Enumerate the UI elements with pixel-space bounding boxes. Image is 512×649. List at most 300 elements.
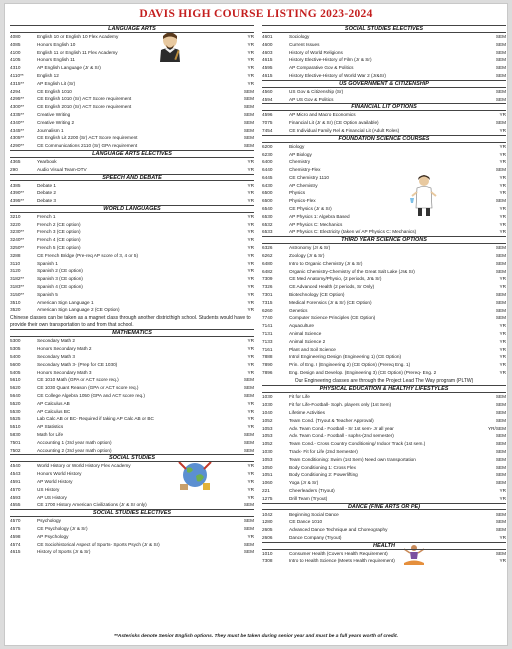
- course-length: YR: [247, 533, 254, 539]
- course-row: [10, 361, 254, 369]
- course-name: Body Conditioning 2: Powerlifting: [289, 472, 358, 478]
- course-row: [10, 376, 254, 384]
- course-length: SEM: [243, 518, 254, 524]
- course-name: AP Physics C: Mechanics: [289, 221, 343, 227]
- course-row: [262, 314, 506, 322]
- course-name: US History: [37, 486, 60, 492]
- course-code: 7315: [262, 299, 273, 305]
- course-length: SEM: [495, 72, 506, 78]
- course-code: 6230: [262, 151, 273, 157]
- course-row: [10, 127, 254, 135]
- page-title: DAVIS HIGH COURSE LISTING 2023-2024: [139, 8, 373, 20]
- course-code: 4591: [10, 478, 21, 484]
- course-name: AP Chemistry: [289, 182, 318, 188]
- course-row: [262, 393, 506, 401]
- course-length: SEM: [495, 167, 506, 173]
- course-listing-page: [4, 3, 508, 646]
- course-name: Intro to Organic Chemistry (Jr & Sr): [289, 260, 363, 266]
- course-name: US Gov & Citizenship (Sr): [289, 88, 344, 94]
- footnote: **Asterisks denote Senior English options. They must be taken during senior year and must be a full years worth of credit.: [114, 634, 398, 639]
- course-name: Dance Company (Tryout): [289, 534, 342, 540]
- course-code: 3520: [10, 307, 21, 313]
- course-code: 3230**: [10, 229, 25, 235]
- course-name: Physics: [289, 190, 306, 196]
- course-length: YR: [247, 354, 254, 359]
- course-code: 7454: [262, 127, 273, 133]
- course-row: [262, 417, 506, 425]
- course-length: YR: [499, 182, 506, 188]
- course-name: CE French Bridge (Pre-req AP score of 3, 4 or 5): [37, 252, 138, 258]
- course-name: Astronomy (Jr & Sr): [289, 245, 331, 251]
- course-length: SEM: [495, 65, 506, 71]
- section-header: SOCIAL STUDIES ELECTIVES: [10, 509, 254, 517]
- course-code: 3150**: [10, 291, 25, 297]
- course-row: [10, 400, 254, 408]
- course-length: YR: [499, 323, 506, 329]
- course-length: YR: [247, 190, 254, 196]
- course-name: Accounting 2 (3rd year math option): [37, 447, 112, 453]
- course-length: SEM: [495, 41, 506, 47]
- course-name: American Sign Language 1: [37, 299, 94, 305]
- course-name: Medical Forensics (Jr & Sr) (CE Option): [289, 299, 372, 305]
- course-row: [262, 291, 506, 299]
- course-name: Track- Fit for Life (2nd Semester): [289, 448, 358, 454]
- section-header: WORLD LANGUAGES: [10, 205, 254, 213]
- course-code: 7888: [262, 354, 273, 360]
- course-length: SEM: [243, 143, 254, 149]
- course-name: Adv. Team Cond.- Football - sophs-(2nd semester): [289, 433, 394, 439]
- section-language-arts: [10, 25, 254, 150]
- course-name: Secondary Math 3- (Prep for CE 1030): [37, 361, 118, 367]
- course-name: Honors World History: [37, 471, 82, 477]
- course-row: [262, 143, 506, 151]
- course-row: [10, 64, 254, 72]
- course-length: SEM: [495, 472, 506, 478]
- course-name: Spanish 3 (CE option): [37, 276, 83, 282]
- course-row: [262, 268, 506, 276]
- course-row: [10, 423, 254, 431]
- course-row: [262, 432, 506, 440]
- course-code: 5405: [10, 369, 21, 375]
- course-row: [10, 166, 254, 174]
- course-row: [262, 72, 506, 80]
- course-length: SEM: [495, 292, 506, 298]
- course-name: Advanced Dance Technique and Choreography: [289, 527, 388, 533]
- section-speech-and-debate: [10, 174, 254, 205]
- course-length: YR: [247, 221, 254, 227]
- section-dance-fine-arts-or-pe: [262, 503, 506, 542]
- course-row: [10, 49, 254, 57]
- course-name: CE English 2010 (Sr) ACT Score requirement: [37, 104, 132, 110]
- course-row: [262, 244, 506, 252]
- course-row: [10, 291, 254, 299]
- course-name: Honors Secondary Math 3: [37, 369, 92, 375]
- course-code: 6260: [262, 307, 273, 313]
- course-row: [10, 548, 254, 556]
- section-header: SOCIAL STUDIES: [10, 454, 254, 462]
- course-name: Introl Engineering Design (Engineering 1) (CE Option): [289, 354, 402, 360]
- course-length: SEM: [495, 315, 506, 321]
- course-row: [262, 174, 506, 182]
- course-row: [262, 550, 506, 558]
- course-code: 5525: [10, 416, 21, 422]
- course-length: YR: [247, 158, 254, 164]
- course-code: 7502: [10, 447, 21, 453]
- course-length: YR: [499, 229, 506, 235]
- course-row: [10, 517, 254, 525]
- course-name: History Elective-History of Film (Jr & Sr): [289, 57, 372, 63]
- course-name: Eng. Design and Develop. (Engineering 3) (CE Option) (Prereq- Eng. 2: [289, 370, 437, 375]
- course-length: YR: [247, 41, 254, 47]
- course-row: [262, 41, 506, 49]
- course-length: SEM: [243, 447, 254, 453]
- course-length: SEM: [495, 402, 506, 408]
- course-row: [262, 49, 506, 57]
- course-row: [10, 142, 254, 150]
- course-length: SEM: [495, 120, 506, 126]
- course-name: AP Physics C: Electricity (taken w/ AP Physics C: Mechanics): [289, 229, 417, 235]
- course-length: SEM: [243, 377, 254, 383]
- course-row: [10, 369, 254, 377]
- course-length: SEM: [495, 527, 506, 533]
- course-row: [262, 205, 506, 213]
- course-row: [10, 408, 254, 416]
- course-name: Lab Calc AB or BC- Required if taking AP Calc AB or BC: [37, 416, 154, 422]
- course-code: 1052: [262, 441, 273, 447]
- course-name: History Elective-History of World War 2 (Jr&Sr): [289, 72, 386, 78]
- course-name: Animal Science 2: [289, 338, 326, 344]
- course-code: 4540: [10, 463, 21, 469]
- course-length: YR: [247, 400, 254, 406]
- course-row: [262, 189, 506, 197]
- course-name: Secondary Math 3: [37, 354, 76, 359]
- course-length: YR: [247, 65, 254, 71]
- course-row: [10, 252, 254, 260]
- course-name: Debate 3: [37, 198, 57, 204]
- course-name: Lifetime Activities: [289, 409, 325, 415]
- section-header: FOUNDATION SCIENCE COURSES: [262, 135, 506, 143]
- course-length: YR: [499, 354, 506, 360]
- course-name: French 4 (CE option): [37, 237, 81, 243]
- course-name: Chemistry-Flex: [289, 167, 321, 173]
- course-row: [10, 470, 254, 478]
- course-length: YR: [499, 276, 506, 282]
- course-row: [262, 353, 506, 361]
- course-row: [10, 447, 254, 455]
- course-code: 3240**: [10, 237, 25, 243]
- course-length: YR: [499, 159, 506, 165]
- course-length: YR: [247, 291, 254, 297]
- course-code: 221: [262, 487, 270, 493]
- course-name: Prin. of Eng. I (Engineering 2) (CE Option) (Prereq Eng. 1): [289, 362, 411, 368]
- course-length: SEM: [243, 119, 254, 125]
- course-length: YR: [247, 72, 254, 78]
- course-length: SEM: [243, 502, 254, 508]
- course-row: [10, 501, 254, 509]
- course-row: [262, 518, 506, 526]
- course-name: Fit for Life-Football- Soph. players only (1st Sem): [289, 402, 392, 408]
- course-code: 4315**: [10, 80, 25, 86]
- course-length: YR: [499, 112, 506, 118]
- course-name: CE Dance 1010: [289, 519, 323, 525]
- course-length: SEM: [495, 441, 506, 447]
- course-length: YR: [247, 268, 254, 274]
- course-code: 4603: [262, 49, 273, 55]
- course-row: [10, 213, 254, 221]
- course-name: French 5 (CE option): [37, 245, 81, 251]
- course-length: YR: [499, 127, 506, 133]
- course-code: 4575: [10, 525, 21, 531]
- course-length: YR: [247, 299, 254, 305]
- course-code: 6445: [262, 174, 273, 180]
- course-row: [262, 260, 506, 268]
- left-column: [10, 25, 254, 556]
- course-code: 3288: [10, 252, 21, 258]
- course-code: 4598: [10, 533, 21, 539]
- section-health: [262, 542, 506, 566]
- course-code: 6500: [262, 190, 273, 196]
- course-code: 4593: [10, 494, 21, 500]
- course-length: SEM: [495, 33, 506, 39]
- course-row: [10, 431, 254, 439]
- course-code: 4615: [10, 549, 21, 555]
- course-length: YR: [499, 213, 506, 219]
- course-code: 1053: [262, 425, 273, 431]
- course-name: Genetics: [289, 307, 308, 313]
- course-length: YR: [499, 558, 506, 564]
- course-name: CE Sociohistorical Aspect of Sports- Sports Psych (Jr & Sr): [37, 541, 160, 547]
- course-code: 5300: [10, 338, 21, 344]
- course-code: 5305: [10, 346, 21, 352]
- course-length: YR: [247, 408, 254, 414]
- course-name: Honors English 11: [37, 57, 75, 63]
- course-name: Debate 1: [37, 182, 57, 188]
- course-row: [10, 158, 254, 166]
- course-code: 5830: [10, 431, 21, 437]
- course-length: SEM: [495, 394, 506, 400]
- course-name: CE Psychology (Jr & Sr): [37, 525, 88, 531]
- course-row: [262, 479, 506, 487]
- course-code: 2605: [262, 527, 273, 533]
- course-length: SEM: [495, 245, 506, 251]
- course-length: SEM: [495, 307, 506, 313]
- course-name: Intro to Health Science (Meets Health requirement): [289, 558, 395, 564]
- course-row: [10, 221, 254, 229]
- course-name: CE Communications 2110 (Sr) GPA requirement: [37, 143, 138, 149]
- course-row: [10, 525, 254, 533]
- section-us-government-citizenship: [262, 80, 506, 104]
- course-row: [262, 64, 506, 72]
- course-code: 6532: [262, 221, 273, 227]
- course-code: 4385: [10, 182, 21, 188]
- course-row: [10, 415, 254, 423]
- course-length: SEM: [495, 268, 506, 274]
- course-code: 4080: [10, 33, 21, 39]
- course-row: [262, 213, 506, 221]
- course-code: 6500: [262, 198, 273, 204]
- course-name: Body Conditioning 1: Cross Flex: [289, 464, 356, 470]
- course-code: 6200: [262, 143, 273, 149]
- course-code: 4294: [10, 88, 21, 94]
- course-row: [262, 197, 506, 205]
- course-name: Honors English 10: [37, 41, 76, 47]
- course-length: SEM: [243, 127, 254, 133]
- course-length: YR: [499, 221, 506, 227]
- section-header: FINANCIAL LIT OPTIONS: [262, 103, 506, 111]
- course-row: [10, 236, 254, 244]
- course-name: Creative Writing: [37, 111, 71, 117]
- course-length: SEM: [495, 260, 506, 266]
- course-code: 1030: [262, 448, 273, 454]
- course-row: [262, 456, 506, 464]
- course-name: French 3 (CE option): [37, 229, 81, 235]
- course-length: YR: [499, 331, 506, 337]
- course-name: Aquaculture: [289, 323, 315, 329]
- course-code: 4100: [10, 49, 21, 55]
- section-header: DANCE (FINE ARTS OR PE): [262, 503, 506, 511]
- course-length: SEM: [495, 417, 506, 423]
- course-name: Animal Science: [289, 331, 322, 337]
- course-code: 1060: [262, 480, 273, 486]
- course-length: SEM: [243, 439, 254, 445]
- course-row: [10, 478, 254, 486]
- course-row: [262, 464, 506, 472]
- course-length: SEM: [495, 519, 506, 525]
- course-length: YR: [247, 463, 254, 469]
- course-row: [10, 56, 254, 64]
- course-name: Fit for Life: [289, 394, 310, 400]
- course-length: SEM: [243, 96, 254, 102]
- course-length: YR: [499, 174, 506, 180]
- course-length: SEM: [495, 253, 506, 259]
- course-length: YR: [247, 57, 254, 63]
- course-row: [262, 440, 506, 448]
- course-length: YR: [247, 276, 254, 282]
- course-code: 4615: [262, 57, 273, 63]
- course-length: YR: [247, 346, 254, 352]
- course-row: [10, 103, 254, 111]
- section-world-languages: [10, 205, 254, 330]
- course-row: [10, 260, 254, 268]
- course-code: 4560: [262, 88, 273, 94]
- course-length: YR: [247, 198, 254, 204]
- course-code: 4390**: [10, 190, 25, 196]
- section-physical-education-healthy-lifestyles: [262, 385, 506, 502]
- course-code: 4596: [262, 112, 273, 118]
- course-code: 4295**: [10, 96, 25, 102]
- course-name: English 10 or English 10 Flex Academy: [37, 33, 119, 39]
- course-name: Accounting 1 (3rd year math option): [37, 439, 112, 445]
- course-code: 1053: [262, 456, 273, 462]
- course-name: American Sign Language 2 (CE Option): [37, 307, 120, 313]
- section-note: Our Engineering classes are through the Project Lead The Way program (PLTW): [294, 377, 474, 384]
- course-row: [10, 267, 254, 275]
- course-name: CE English 1010 (Sr) ACT Score requirement: [37, 96, 132, 102]
- course-code: 5610: [10, 377, 21, 383]
- course-length: SEM: [243, 431, 254, 437]
- course-code: 4105: [10, 57, 21, 63]
- course-length: YR: [247, 471, 254, 477]
- course-length: YR: [247, 369, 254, 375]
- course-code: 4615: [262, 72, 273, 78]
- section-header: SPEECH AND DEBATE: [10, 174, 254, 182]
- course-code: 4290**: [10, 143, 25, 149]
- course-length: SEM: [495, 96, 506, 102]
- course-length: SEM: [243, 88, 254, 94]
- course-code: 4345**: [10, 127, 25, 133]
- course-row: [262, 275, 506, 283]
- course-code: 7141: [262, 323, 273, 329]
- course-length: SEM: [495, 550, 506, 556]
- course-length: YR: [499, 346, 506, 352]
- course-length: SEM: [243, 385, 254, 391]
- course-name: CE English Lit 2200 (Sr) ACT Score requirement: [37, 135, 138, 141]
- course-row: [10, 119, 254, 127]
- course-name: CE Individual Family Rel & Financial Lit (Adult Roles): [289, 127, 400, 133]
- course-row: [262, 495, 506, 503]
- course-name: English 12: [37, 72, 59, 78]
- course-code: 1050: [262, 464, 273, 470]
- course-name: Spanish 2 (CE option): [37, 268, 83, 274]
- course-name: CE College Algebra 1050 (GPA and ACT score req.): [37, 392, 145, 398]
- course-row: [10, 95, 254, 103]
- section-social-studies-electives: [262, 25, 506, 80]
- course-name: Journalism 1: [37, 127, 64, 133]
- course-name: Math for Life: [37, 431, 64, 437]
- course-length: SEM: [495, 448, 506, 454]
- course-row: [10, 72, 254, 80]
- course-row: [10, 345, 254, 353]
- course-code: 5530: [10, 408, 21, 414]
- course-code: 6262: [262, 253, 273, 259]
- course-length: YR: [247, 80, 254, 86]
- course-name: Computer Science Principles (CE Option): [289, 315, 376, 321]
- course-name: History of Sports (Jr & Sr): [37, 549, 91, 555]
- course-row: [10, 392, 254, 400]
- course-name: CE Chemistry 1110: [289, 174, 329, 180]
- section-mathematics: [10, 329, 254, 454]
- course-name: Drill Team (Tryout): [289, 495, 328, 501]
- course-code: 1051: [262, 472, 273, 478]
- course-code: 1053: [262, 433, 273, 439]
- course-length: YR: [247, 478, 254, 484]
- course-name: French 1: [37, 213, 56, 219]
- course-length: YR: [499, 534, 506, 540]
- course-code: 3220: [10, 221, 21, 227]
- course-length: YR: [247, 307, 254, 313]
- section-note: Chinese classes can be taken as a magnet class through another districthigh school. Students would have to provide their own transportation to and from that school.: [10, 315, 251, 328]
- section-header: PHYSICAL EDUCATION & HEALTHY LIFESTYLES: [262, 385, 506, 393]
- course-code: 1040: [262, 409, 273, 415]
- course-length: YR: [247, 284, 254, 290]
- course-code: 290: [10, 166, 18, 172]
- section-language-arts-electives: [10, 150, 254, 174]
- course-code: 4110**: [10, 72, 24, 78]
- course-length: YR: [247, 245, 254, 251]
- course-row: [262, 283, 506, 291]
- course-code: 4574: [10, 541, 21, 547]
- course-name: Secondary Math 2: [37, 338, 76, 344]
- section-foundation-science-courses: [262, 135, 506, 237]
- course-name: AP Calculus AB: [37, 400, 70, 406]
- course-code: 5510: [10, 424, 21, 430]
- course-code: 3110: [10, 260, 21, 266]
- course-row: [10, 486, 254, 494]
- course-name: CE 1700 History American Civilizations (Jr & Sr only): [37, 502, 147, 508]
- section-third-year-science-options: [262, 236, 506, 385]
- course-code: 7326: [262, 284, 273, 290]
- course-row: [10, 244, 254, 252]
